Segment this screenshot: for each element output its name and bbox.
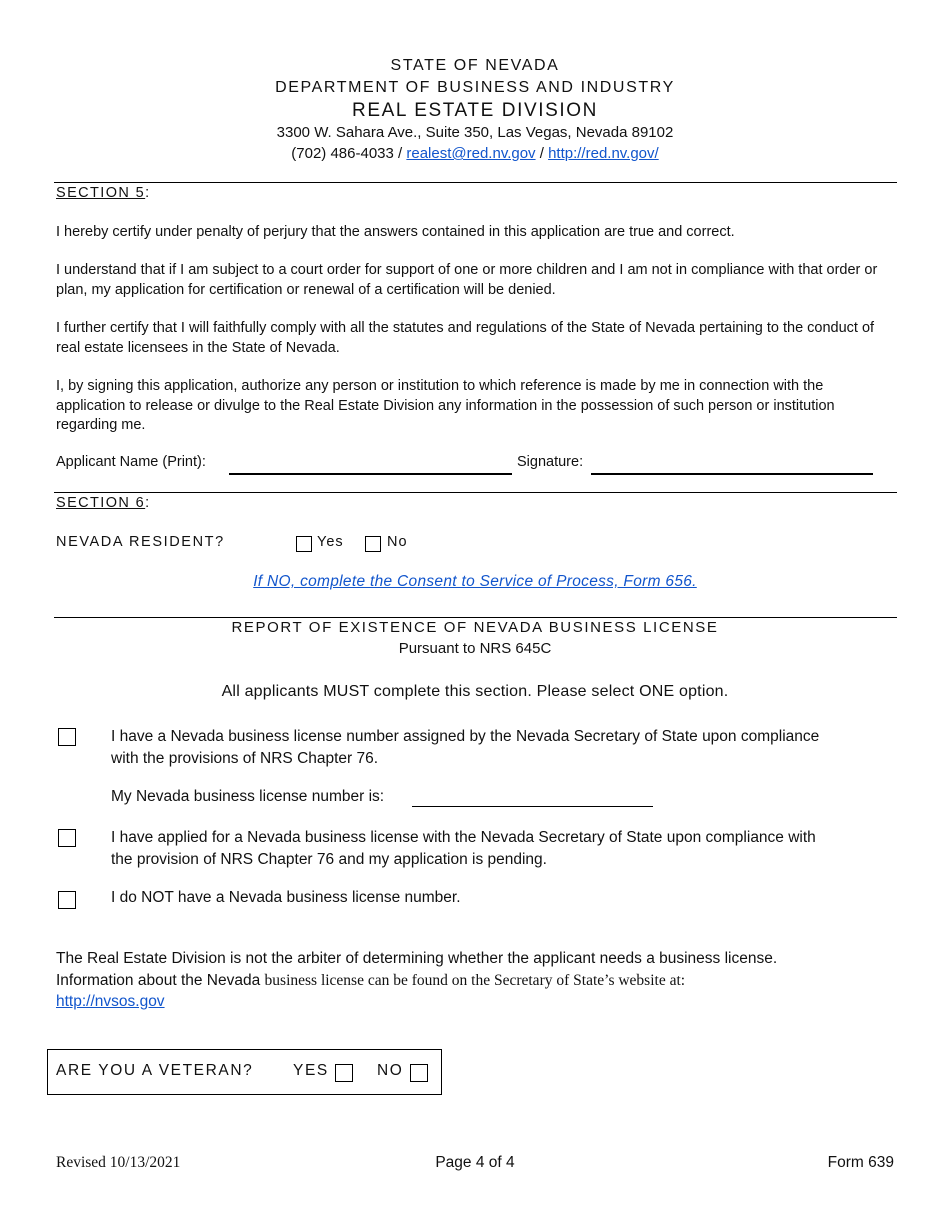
no-license-text: I do NOT have a Nevada business license number. bbox=[111, 889, 461, 906]
no-license-checkbox[interactable] bbox=[58, 891, 76, 909]
certify-paragraph: I hereby certify under penalty of perjury that the answers contained in this application are true and correct. bbox=[56, 224, 735, 240]
resident-yes-label: Yes bbox=[317, 534, 344, 550]
agency-address: 3300 W. Sahara Ave., Suite 350, Las Vegas, Nevada 89102 bbox=[276, 124, 674, 141]
report-subtitle: Pursuant to NRS 645C bbox=[398, 640, 552, 657]
report-instruction: All applicants MUST complete this section. Please select ONE option. bbox=[221, 683, 729, 700]
authorize-paragraph: I, by signing this application, authorize any person or institution to which reference is made by me in connection with the application to release or divulge to the Real Estate Division any information in the possession of such person or institution regarding me. bbox=[56, 378, 835, 433]
resident-no-label: No bbox=[387, 534, 408, 550]
nevada-resident-label: NEVADA RESIDENT? bbox=[56, 534, 225, 550]
agency-state: STATE OF NEVADA bbox=[390, 57, 560, 74]
divider bbox=[54, 492, 897, 493]
footer-page-number: Page 4 of 4 bbox=[435, 1154, 515, 1171]
veteran-box bbox=[47, 1049, 442, 1095]
veteran-yes-checkbox[interactable] bbox=[335, 1064, 353, 1082]
resident-no-checkbox[interactable] bbox=[365, 536, 381, 552]
business-license-note: The Real Estate Division is not the arbiter of determining whether the applicant needs a business license. Information about the Nevada business license can be found on the Secretary of State’s website at: http://nvsos.gov bbox=[56, 950, 778, 1010]
section6-title: SECTION 6 bbox=[56, 495, 146, 511]
consent-instruction bbox=[0, 573, 950, 591]
comply-paragraph: I further certify that I will faithfully comply with all the statutes and regulations of the State of Nevada pertaining to the conduct of real estate licensees in the State of Nevada. bbox=[56, 320, 875, 356]
contact-separator: / bbox=[539, 145, 544, 162]
footer-revised: Revised 10/13/2021 bbox=[56, 1154, 181, 1171]
license-number-field[interactable] bbox=[412, 806, 653, 807]
section5-heading: SECTION 5: bbox=[56, 185, 150, 201]
agency-department: DEPARTMENT OF BUSINESS AND INDUSTRY bbox=[275, 79, 675, 96]
applied-license-checkbox[interactable] bbox=[58, 829, 76, 847]
footer-form-number: Form 639 bbox=[827, 1154, 894, 1171]
signature-field[interactable] bbox=[591, 473, 873, 475]
has-license-checkbox[interactable] bbox=[58, 728, 76, 746]
divider bbox=[54, 617, 897, 618]
applicant-name-label: Applicant Name (Print): bbox=[56, 454, 206, 470]
website-link[interactable]: http://red.nv.gov/ bbox=[548, 145, 659, 162]
license-number-label: My Nevada business license number is: bbox=[111, 788, 385, 805]
resident-yes-checkbox[interactable] bbox=[296, 536, 312, 552]
veteran-no-label: NO bbox=[377, 1062, 404, 1079]
nvsos-link[interactable]: http://nvsos.gov bbox=[56, 993, 165, 1010]
agency-division: REAL ESTATE DIVISION bbox=[352, 100, 598, 121]
applied-license-text: I have applied for a Nevada business license with the Nevada Secretary of State upon compliance with the provision of NRS Chapter 76 and my application is pending. bbox=[111, 829, 816, 868]
divider bbox=[54, 182, 897, 183]
child-support-paragraph: I understand that if I am subject to a court order for support of one or more children and I am not in compliance with that order or plan, my application for certification or renewal of a certification will be denied. bbox=[56, 262, 878, 298]
section6-heading: SECTION 6: bbox=[56, 495, 150, 511]
consent-form-link[interactable]: If NO, complete the Consent to Service of Process, Form 656. bbox=[253, 573, 697, 590]
section5-title: SECTION 5 bbox=[56, 185, 146, 201]
veteran-no-checkbox[interactable] bbox=[410, 1064, 428, 1082]
has-license-text: I have a Nevada business license number assigned by the Nevada Secretary of State upon compliance with the provisions of NRS Chapter 76. bbox=[111, 728, 820, 767]
veteran-label: ARE YOU A VETERAN? bbox=[56, 1062, 254, 1079]
veteran-yes-label: YES bbox=[293, 1062, 329, 1079]
email-link[interactable]: realest@red.nv.gov bbox=[406, 145, 536, 162]
report-title: REPORT OF EXISTENCE OF NEVADA BUSINESS LICENSE bbox=[231, 619, 719, 636]
applicant-name-field[interactable] bbox=[229, 473, 512, 475]
agency-contact bbox=[0, 145, 950, 162]
signature-label: Signature: bbox=[517, 454, 584, 470]
agency-phone: (702) 486-4033 / bbox=[291, 145, 403, 162]
